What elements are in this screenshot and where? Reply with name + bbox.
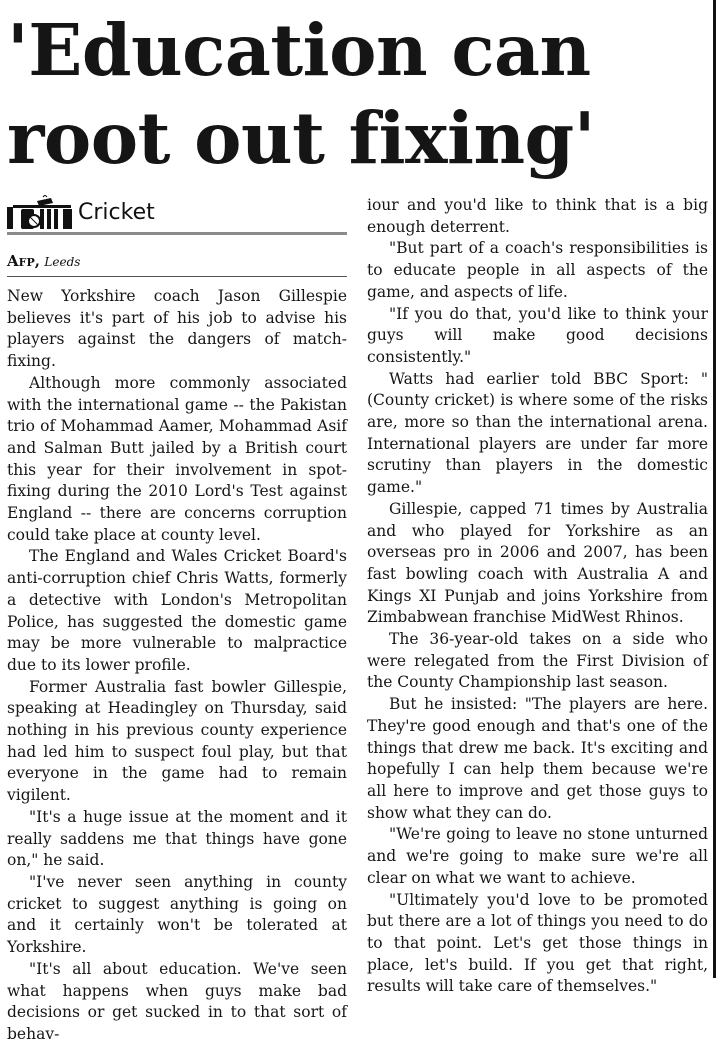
paragraph: Gillespie, capped 71 times by Australia and who played for Yorkshire as an overseas pro in 2006 and 2007, has been fast bowling coach with Australia A and Kings XI Punjab and joins Yorkshire from Zimbabwean franchise MidWest Rhinos. [367,499,708,627]
cricket-bat-ball-icon [7,195,75,231]
headline-line-2: root out fixing' [7,96,595,180]
paragraph: The England and Wales Cricket Board's anti-corruption chief Chris Watts, formerly a detective with London's Metropolitan Police, has suggested the domestic game may be more vulnerable to malpractice due to its lower profile. [7,547,347,674]
paragraph: "Ultimately you'd love to be promoted but there are a lot of things you need to do to that point. Let's get those things in place, let's build. If you get that right, results will take care of themselves." [367,890,708,996]
section-header [7,195,347,235]
headline [7,6,707,182]
paragraph: "It's a huge issue at the moment and it really saddens me that things have gone on," he said. [7,807,347,870]
paragraph: "We're going to leave no stone unturned and we're going to make sure we're all clear on what we want to achieve. [367,825,708,887]
article-column-left [7,286,347,1046]
paragraph: Although more commonly associated with the international game -- the Pakistan trio of Mohammad Aamer, Mohammad Asif and Salman Butt jailed by a British court this year for their involvement in spot-fixing during the 2010 Lord's Test against England -- there are concerns corruption could take place at county level. [7,373,347,544]
byline [7,250,347,273]
headline-line-1: 'Education can [7,8,591,92]
byline-place: Leeds [44,255,81,269]
paragraph: iour and you'd like to think that is a big enough deterrent. [367,196,708,236]
section-name: Cricket [78,200,155,225]
paragraph: "It's all about education. We've seen what happens when guys make bad decisions or get sucked in to that sort of behav- [7,959,347,1043]
byline-divider [7,276,347,277]
paragraph: The 36-year-old takes on a side who were relegated from the First Division of the County Championship last season. [367,630,708,692]
article-column-right [367,195,708,998]
section-divider [7,232,347,235]
paragraph: New Yorkshire coach Jason Gillespie believes it's part of his job to advise his players against the dangers of match-fixing. [7,287,347,371]
paragraph: "But part of a coach's responsibilities is to educate people in all aspects of the game, and aspects of life. [367,239,708,301]
paragraph: "If you do that, you'd like to think your guys will make good decisions consistently." [367,304,708,366]
paragraph: Former Australia fast bowler Gillespie, speaking at Headingley on Thursday, said nothing in his previous county experience had led him to suspect foul play, but that everyone in the game had to remain vigilent. [7,677,347,805]
paragraph: Watts had earlier told BBC Sport: "(County cricket) is where some of the risks are, more so than the international arena. International players are under far more scrutiny than players in the domestic game." [367,369,708,497]
paragraph: "I've never seen anything in county cricket to suggest anything is going on and it certainly won't be tolerated at Yorkshire. [7,872,347,957]
paragraph: But he insisted: "The players are here. They're good enough and that's one of the things that drew me back. It's exciting and hopefully I can help them because we're all here to improve and get those guys to show what they can do. [367,695,708,822]
byline-agency: Afp, [7,252,40,270]
